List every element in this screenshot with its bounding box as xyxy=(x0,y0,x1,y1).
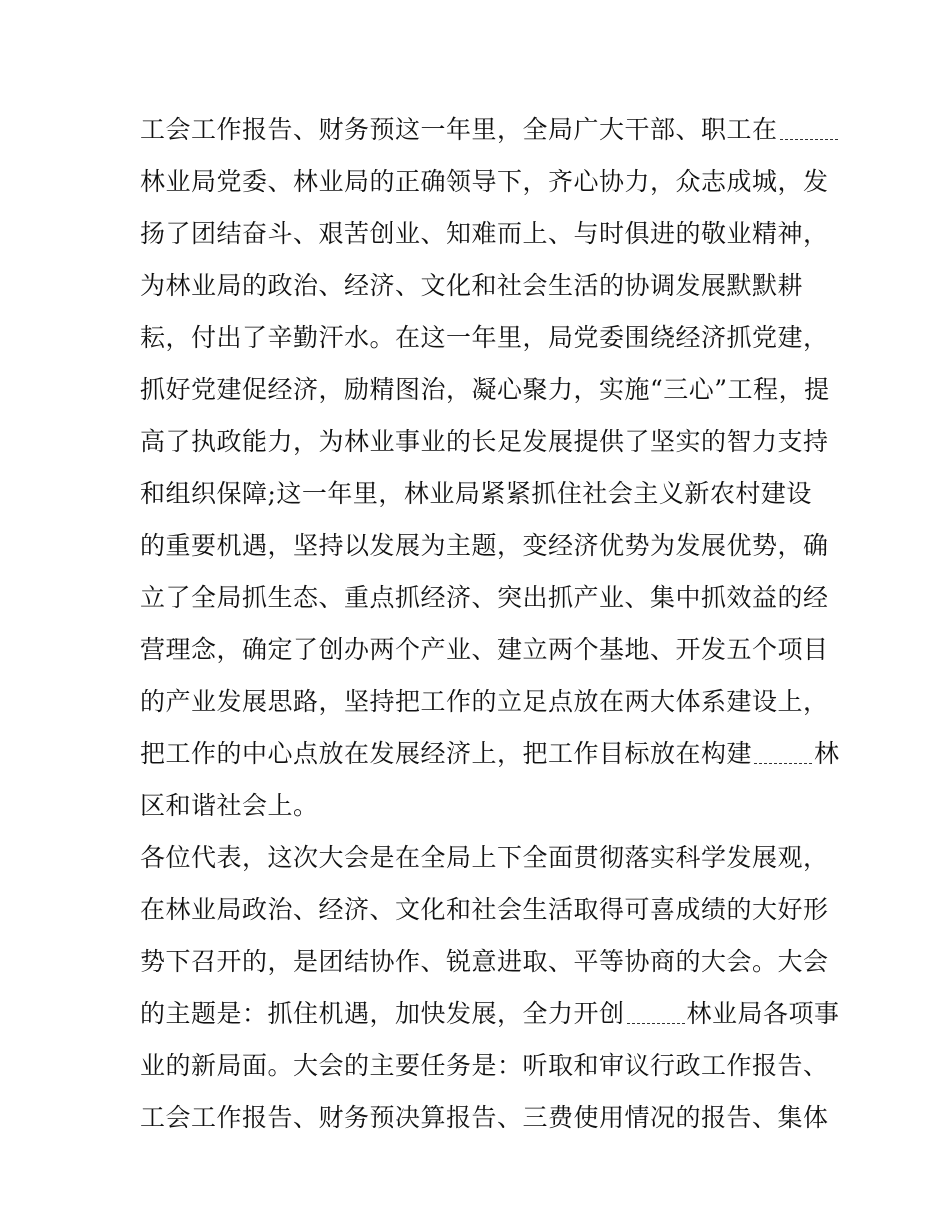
text-line: 工会工作报告、财务预决算报告、三费使用情况的报告、集体 xyxy=(140,1103,829,1132)
blank-placeholder xyxy=(754,759,812,764)
line-text: 林 xyxy=(814,739,840,768)
line-text: 的主题是：抓住机遇，加快发展，全力开创 xyxy=(140,999,625,1028)
text-line: 高了执政能力，为林业事业的长足发展提供了坚实的智力支持 xyxy=(140,427,829,456)
text-line: 营理念，确定了创办两个产业、建立两个基地、开发五个项目 xyxy=(140,635,829,664)
paragraph-1 xyxy=(140,104,840,832)
text-line xyxy=(140,728,840,780)
text-line xyxy=(140,988,840,1040)
text-line: 耘，付出了辛勤汗水。在这一年里，局党委围绕经济抓党建， xyxy=(140,323,829,352)
text-line: 的重要机遇，坚持以发展为主题，变经济优势为发展优势，确 xyxy=(140,531,829,560)
line-text: 林业局各项事 xyxy=(686,999,840,1028)
text-line: 扬了团结奋斗、艰苦创业、知难而上、与时俱进的敬业精神， xyxy=(140,219,829,248)
paragraph-2 xyxy=(140,832,840,1144)
line-text: 把工作的中心点放在发展经济上，把工作目标放在构建 xyxy=(140,739,753,768)
text-line: 和组织保障;这一年里，林业局紧紧抓住社会主义新农村建设 xyxy=(140,479,812,508)
text-line: 林业局党委、林业局的正确领导下，齐心协力，众志成城，发 xyxy=(140,167,829,196)
text-line: 在林业局政治、经济、文化和社会生活取得可喜成绩的大好形 xyxy=(140,895,829,924)
text-line: 区和谐社会上。 xyxy=(140,791,319,820)
text-line: 抓好党建促经济，励精图治，凝心聚力，实施“三心”工程，提 xyxy=(140,375,830,404)
text-line: 为林业局的政治、经济、文化和社会生活的协调发展默默耕 xyxy=(140,271,804,300)
document-body xyxy=(140,104,840,1144)
text-line: 业的新局面。大会的主要任务是：听取和审议行政工作报告、 xyxy=(140,1051,829,1080)
blank-placeholder xyxy=(627,1019,685,1024)
text-line: 各位代表，这次大会是在全局上下全面贯彻落实科学发展观， xyxy=(140,843,829,872)
text-line: 势下召开的，是团结协作、锐意进取、平等协商的大会。大会 xyxy=(140,947,829,976)
text-line: 立了全局抓生态、重点抓经济、突出抓产业、集中抓效益的经 xyxy=(140,583,829,612)
text-line xyxy=(140,104,830,156)
text-line: 的产业发展思路，坚持把工作的立足点放在两大体系建设上， xyxy=(140,687,829,716)
blank-placeholder xyxy=(780,135,838,140)
line-text: 工会工作报告、财务预这一年里，全局广大干部、职工在 xyxy=(140,115,778,144)
